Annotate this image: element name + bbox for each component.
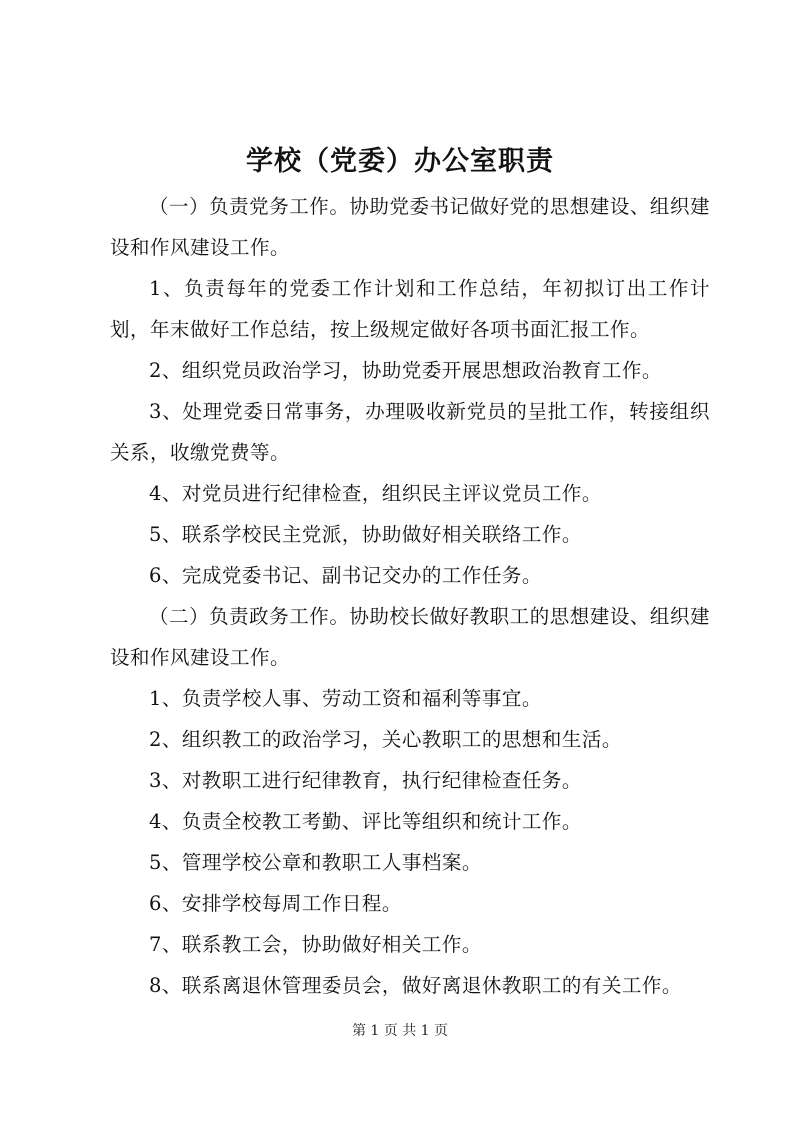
paragraph-section-1-heading: （一）负责党务工作。协助党委书记做好党的思想建设、组织建设和作风建设工作。 [110,195,710,259]
page-title: 学校（党委）办公室职责 [246,146,554,177]
paragraph-section-2-heading: （二）负责政务工作。协助校长做好教职工的思想建设、组织建设和作风建设工作。 [110,605,710,669]
paragraph-item: 8、联系离退休管理委员会，做好离退休教职工的有关工作。 [149,974,682,997]
paragraph-item: 6、安排学校每周工作日程。 [149,892,402,915]
page-footer: 第 1 页 共 1 页 [351,1023,449,1039]
paragraph-item: 1、负责学校人事、劳动工资和福利等事宜。 [149,687,542,710]
paragraph-item: 4、负责全校教工考勤、评比等组织和统计工作。 [149,810,582,833]
document-body [110,186,710,1006]
paragraph-item: 2、组织党员政治学习，协助党委开展思想政治教育工作。 [149,359,662,382]
paragraph-item: 5、联系学校民主党派，协助做好相关联络工作。 [149,523,582,546]
paragraph-item: 6、完成党委书记、副书记交办的工作任务。 [149,564,542,587]
paragraph-item: 7、联系教工会，协助做好相关工作。 [149,933,482,956]
paragraph-item: 4、对党员进行纪律检查，组织民主评议党员工作。 [149,482,602,505]
paragraph-item: 1、负责每年的党委工作计划和工作总结，年初拟订出工作计划，年末做好工作总结，按上级规定做好各项书面汇报工作。 [110,277,710,341]
paragraph-item: 3、处理党委日常事务，办理吸收新党员的呈批工作，转接组织关系，收缴党费等。 [110,400,710,464]
paragraph-item: 2、组织教工的政治学习，关心教职工的思想和生活。 [149,728,622,751]
paragraph-item: 3、对教职工进行纪律教育，执行纪律检查任务。 [149,769,582,792]
paragraph-item: 5、管理学校公章和教职工人事档案。 [149,851,482,874]
